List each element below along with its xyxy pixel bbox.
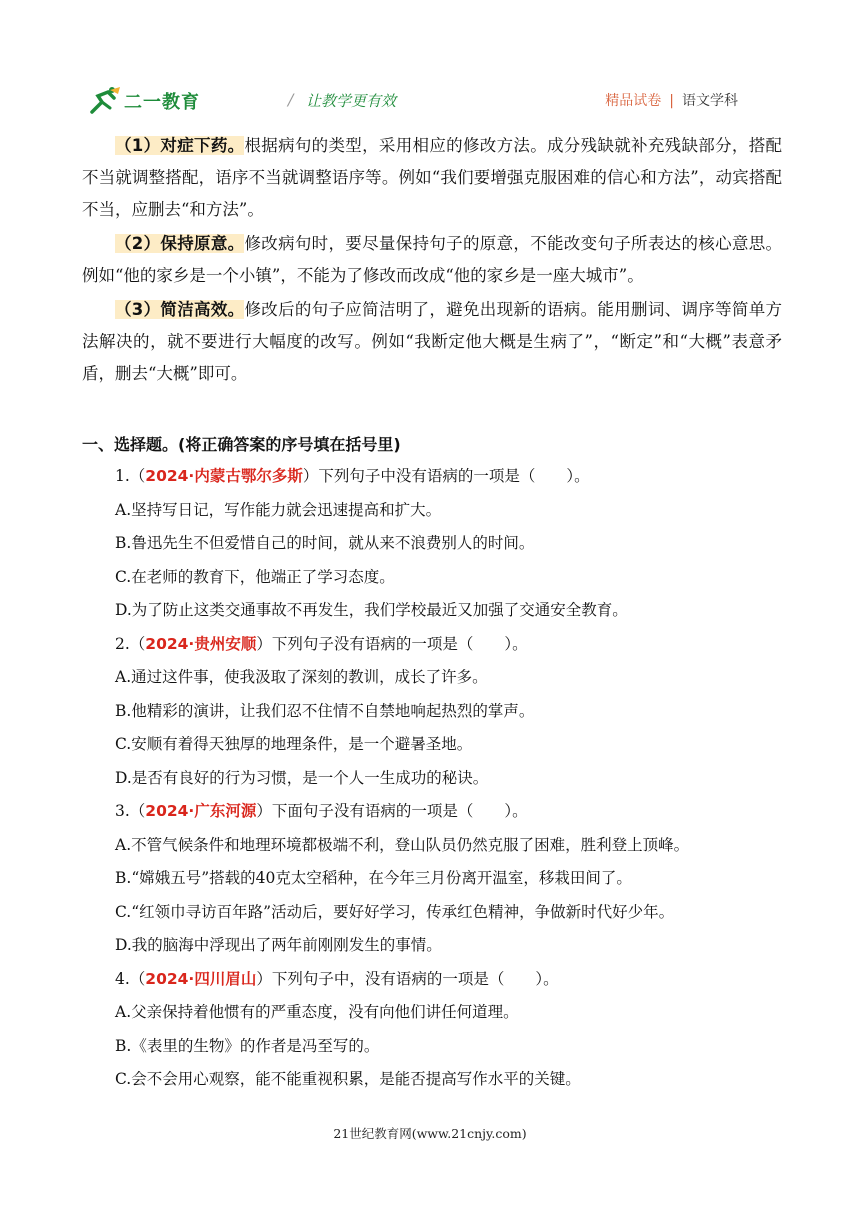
question-stem: 2.（2024·贵州安顺）下列句子没有语病的一项是（ ）。 — [115, 634, 528, 653]
option-item: B.“嫦娥五号”搭载的40克太空稻种，在今年三月份离开温室，移栽田间了。 — [115, 869, 632, 887]
section-title: 一、选择题。(将正确答案的序号填在括号里) — [82, 435, 401, 454]
question-source: 2024·广东河源 — [145, 802, 257, 820]
option-item: C.在老师的教育下，他端正了学习态度。 — [115, 567, 395, 586]
option-item: D.我的脑海中浮现出了两年前刚刚发生的事情。 — [115, 936, 442, 954]
option-item: C.安顺有着得天独厚的地理条件，是一个避暑圣地。 — [115, 735, 473, 753]
option-item: C.“红领巾寻访百年路”活动后，要好好学习，传承红色精神，争做新时代好少年。 — [115, 902, 675, 921]
question-stem: 1.（2024·内蒙古鄂尔多斯）下列句子中没有语病的一项是（ ）。 — [115, 467, 590, 485]
option-item: A.通过这件事，使我汲取了深刻的教训，成长了许多。 — [115, 668, 488, 686]
principle-text: 修改病句时，要尽量保持句子的原意，不能改变句子所表达的核心意思。例如“他的家乡是一个小镇”，不能为了修改而改成“他的家乡是一座大城市”。 — [82, 234, 783, 285]
principle-text: 修改后的句子应简洁明了，避免出现新的语病。能用删词、调序等简单方法解决的，就不要进行大幅度的改写。例如“我断定他大概是生病了”，“断定”和“大概”表意矛盾，删去“大概”即可。 — [82, 300, 783, 383]
principle-text: 根据病句的类型，采用相应的修改方法。成分残缺就补充残缺部分，搭配不当就调整搭配，语序不当就调整语序等。例如“我们要增强克服困难的信心和方法”，动宾搭配不当，应删去“和方法”。 — [82, 136, 783, 219]
principle-label: （3）简洁高效。 — [115, 300, 245, 319]
principle-label: （2）保持原意。 — [115, 234, 245, 253]
principle-paragraph — [82, 130, 782, 226]
option-item: A.父亲保持着他惯有的严重态度，没有向他们讲任何道理。 — [115, 1003, 519, 1021]
question-source: 2024·贵州安顺 — [145, 634, 257, 653]
option-item: A.坚持写日记，写作能力就会迅速提高和扩大。 — [115, 500, 442, 519]
question-source: 2024·内蒙古鄂尔多斯 — [145, 467, 303, 485]
brand-slogan: 让教学更有效 — [306, 92, 397, 110]
option-item: A.不管气候条件和地理环境都极端不利，登山队员仍然克服了困难，胜利登上顶峰。 — [115, 835, 690, 854]
quality-tag: 精品试卷 — [605, 93, 662, 109]
brand-name: 二一教育 — [124, 92, 200, 113]
brand-separator: / — [288, 90, 294, 109]
page-content — [82, 130, 782, 1097]
runner-logo-icon — [88, 86, 122, 116]
subject-tag: 语文学科 — [682, 93, 738, 109]
option-item: B.《表里的生物》的作者是冯至写的。 — [115, 1036, 380, 1055]
principle-paragraph — [82, 294, 782, 390]
question-source: 2024·四川眉山 — [145, 969, 257, 988]
option-item: D.是否有良好的行为习惯，是一个人一生成功的秘诀。 — [115, 768, 489, 787]
page-footer: 21世纪教育网(www.21cnjy.com) — [333, 1126, 527, 1141]
option-item: B.鲁迅先生不但爱惜自己的时间，就从来不浪费别人的时间。 — [115, 534, 535, 552]
option-item: B.他精彩的演讲，让我们忍不住情不自禁地响起热烈的掌声。 — [115, 701, 535, 720]
header-tags — [605, 90, 738, 110]
principle-label: （1）对症下药。 — [115, 136, 245, 155]
tag-divider: | — [669, 93, 674, 109]
option-item: C.会不会用心观察，能不能重视积累，是能否提高写作水平的关键。 — [115, 1070, 581, 1088]
question-stem: 4.（2024·四川眉山）下列句子中，没有语病的一项是（ ）。 — [115, 969, 559, 988]
question-stem: 3.（2024·广东河源）下面句子没有语病的一项是（ ）。 — [115, 802, 528, 820]
option-item: D.为了防止这类交通事故不再发生，我们学校最近又加强了交通安全教育。 — [115, 601, 628, 619]
page-header — [88, 86, 778, 116]
principle-paragraph — [82, 228, 782, 292]
